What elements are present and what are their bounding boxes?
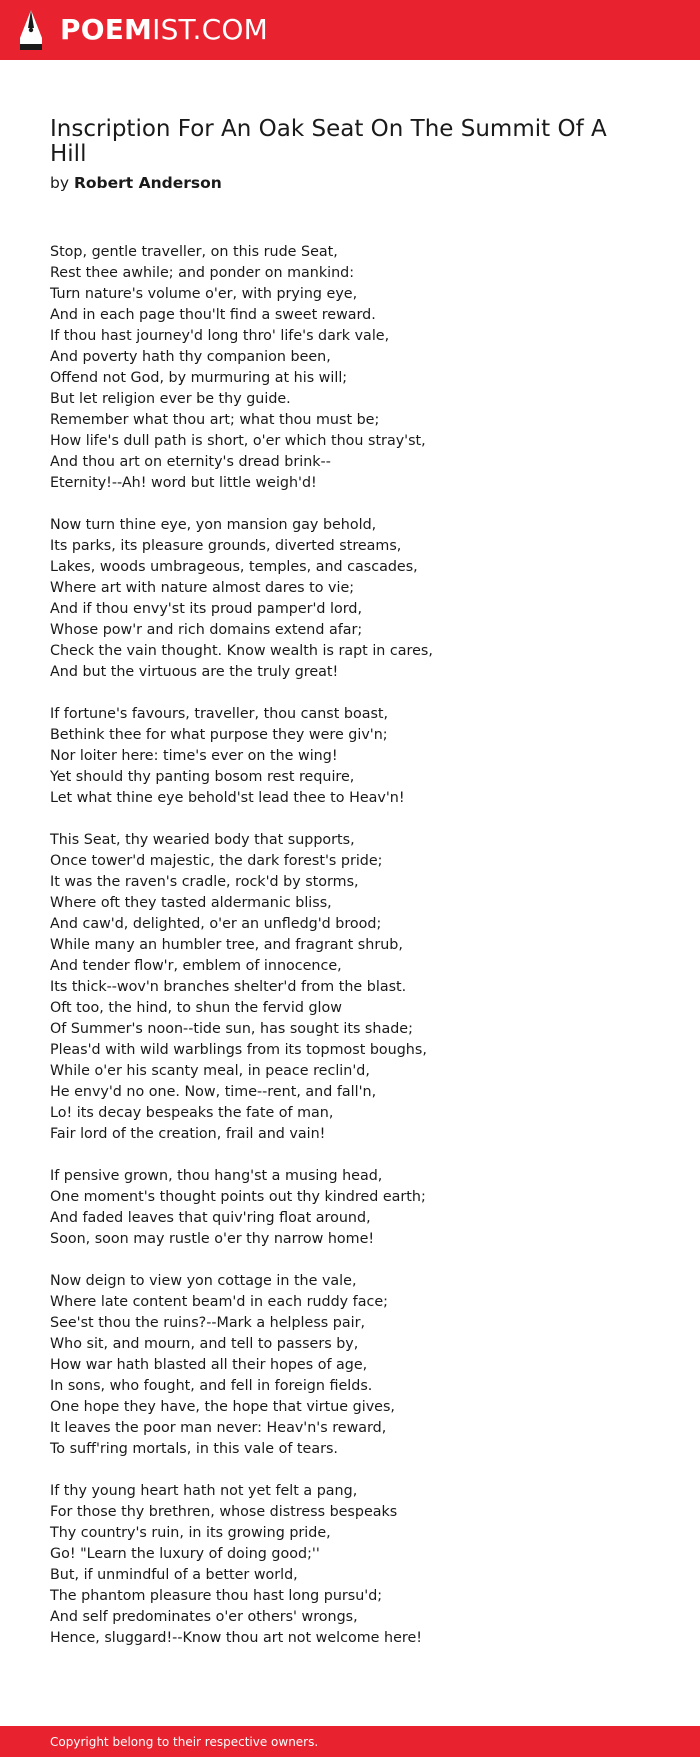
byline-prefix: by xyxy=(50,174,70,192)
poem-line: Now deign to view yon cottage in the vale, xyxy=(50,1273,357,1289)
poem-line: Rest thee awhile; and ponder on mankind: xyxy=(50,265,355,281)
poem-line: Who sit, and mourn, and tell to passers by, xyxy=(50,1336,359,1352)
poem-line: See'st thou the ruins?--Mark a helpless pair, xyxy=(50,1315,365,1331)
poem-line: Hence, sluggard!--Know thou art not welcome here! xyxy=(50,1630,422,1646)
poem-line: But, if unmindful of a better world, xyxy=(50,1567,298,1583)
wordmark-bold: POEM xyxy=(60,13,153,46)
poem-line: And caw'd, delighted, o'er an unfledg'd brood; xyxy=(50,916,382,932)
poem-line: Its thick--wov'n branches shelter'd from the blast. xyxy=(50,979,407,995)
poem-line: If thy young heart hath not yet felt a pang, xyxy=(50,1483,358,1499)
poem-line: Where oft they tasted aldermanic bliss, xyxy=(50,895,332,911)
poem-line: And in each page thou'lt find a sweet reward. xyxy=(50,307,376,323)
poem-line: Oft too, the hind, to shun the fervid glow xyxy=(50,1000,342,1016)
poem-line: Remember what thou art; what thou must be; xyxy=(50,412,380,428)
poem-line: While many an humbler tree, and fragrant shrub, xyxy=(50,937,403,953)
poem-line: Pleas'd with wild warblings from its topmost boughs, xyxy=(50,1042,427,1058)
poem-line: It leaves the poor man never: Heav'n's reward, xyxy=(50,1420,387,1436)
poem-line: Eternity!--Ah! word but little weigh'd! xyxy=(50,475,317,491)
poem-line: Lakes, woods umbrageous, temples, and cascades, xyxy=(50,559,418,575)
poem-line: But let religion ever be thy guide. xyxy=(50,391,291,407)
poem-line: And self predominates o'er others' wrongs, xyxy=(50,1609,358,1625)
poem-line: How life's dull path is short, o'er which thou stray'st, xyxy=(50,433,426,449)
poem-line: Stop, gentle traveller, on this rude Seat, xyxy=(50,244,338,260)
author-name: Robert Anderson xyxy=(73,174,222,192)
pen-nib-logo-icon xyxy=(18,8,44,52)
poem-stanza xyxy=(50,704,650,809)
poem-line: Now turn thine eye, yon mansion gay behold, xyxy=(50,517,377,533)
poem-body xyxy=(50,242,650,1670)
poem-line: If pensive grown, thou hang'st a musing head, xyxy=(50,1168,383,1184)
poem-line: Lo! its decay bespeaks the fate of man, xyxy=(50,1105,334,1121)
copyright-notice: Copyright belong to their respective owners. xyxy=(50,1734,319,1749)
poem-stanza xyxy=(50,1166,650,1250)
poem-line: The phantom pleasure thou hast long pursu'd; xyxy=(50,1588,383,1604)
site-wordmark xyxy=(60,13,268,46)
poem-line: And but the virtuous are the truly great! xyxy=(50,664,339,680)
poem-line: Check the vain thought. Know wealth is rapt in cares, xyxy=(50,643,433,659)
poem-line: How war hath blasted all their hopes of age, xyxy=(50,1357,368,1373)
poem-line: And faded leaves that quiv'ring float around, xyxy=(50,1210,371,1226)
poem-line: One hope they have, the hope that virtue gives, xyxy=(50,1399,395,1415)
poem-line: It was the raven's cradle, rock'd by storms, xyxy=(50,874,359,890)
poem-line: One moment's thought points out thy kindred earth; xyxy=(50,1189,426,1205)
poem-line: Fair lord of the creation, frail and vain! xyxy=(50,1126,326,1142)
poem-line: Thy country's ruin, in its growing pride, xyxy=(50,1525,331,1541)
poem-line: Turn nature's volume o'er, with prying eye, xyxy=(50,286,358,302)
site-footer xyxy=(0,1726,700,1757)
poem-line: Its parks, its pleasure grounds, diverted streams, xyxy=(50,538,402,554)
poem-byline xyxy=(50,172,222,194)
wordmark-light: IST.COM xyxy=(152,13,268,46)
poem-line: Go! "Learn the luxury of doing good;'' xyxy=(50,1546,320,1562)
poem-line: Let what thine eye behold'st lead thee to Heav'n! xyxy=(50,790,405,806)
poem-title: Inscription For An Oak Seat On The Summit Of A Hill xyxy=(50,116,607,167)
poem-line: In sons, who fought, and fell in foreign fields. xyxy=(50,1378,373,1394)
site-logo-link[interactable] xyxy=(18,8,268,52)
poem-line: Where art with nature almost dares to vie; xyxy=(50,580,355,596)
poem-stanza xyxy=(50,242,650,494)
poem-line: If thou hast journey'd long thro' life's dark vale, xyxy=(50,328,390,344)
poem-line: He envy'd no one. Now, time--rent, and fall'n, xyxy=(50,1084,377,1100)
poem-line: Soon, soon may rustle o'er thy narrow home! xyxy=(50,1231,375,1247)
poem-line: And if thou envy'st its proud pamper'd lord, xyxy=(50,601,363,617)
site-header xyxy=(0,0,700,60)
poem-stanza xyxy=(50,830,650,1145)
poem-line: And tender flow'r, emblem of innocence, xyxy=(50,958,342,974)
poem-line: For those thy brethren, whose distress bespeaks xyxy=(50,1504,398,1520)
poem-stanza xyxy=(50,1271,650,1460)
poem-line: While o'er his scanty meal, in peace reclin'd, xyxy=(50,1063,370,1079)
poem-line: To suff'ring mortals, in this vale of tears. xyxy=(50,1441,338,1457)
poem-line: Yet should thy panting bosom rest require, xyxy=(50,769,355,785)
poem-stanza xyxy=(50,1481,650,1649)
poem-line: This Seat, thy wearied body that supports, xyxy=(50,832,355,848)
poem-line: Once tower'd majestic, the dark forest's pride; xyxy=(50,853,383,869)
poem-line: Whose pow'r and rich domains extend afar; xyxy=(50,622,363,638)
poem-line: Nor loiter here: time's ever on the wing! xyxy=(50,748,338,764)
poem-line: If fortune's favours, traveller, thou canst boast, xyxy=(50,706,389,722)
poem-line: And poverty hath thy companion been, xyxy=(50,349,331,365)
poem-line: And thou art on eternity's dread brink-- xyxy=(50,454,331,470)
poem-stanza xyxy=(50,515,650,683)
poem-line: Offend not God, by murmuring at his will; xyxy=(50,370,348,386)
poem-line: Where late content beam'd in each ruddy face; xyxy=(50,1294,388,1310)
poem-line: Bethink thee for what purpose they were giv'n; xyxy=(50,727,388,743)
poem-line: Of Summer's noon--tide sun, has sought its shade; xyxy=(50,1021,413,1037)
